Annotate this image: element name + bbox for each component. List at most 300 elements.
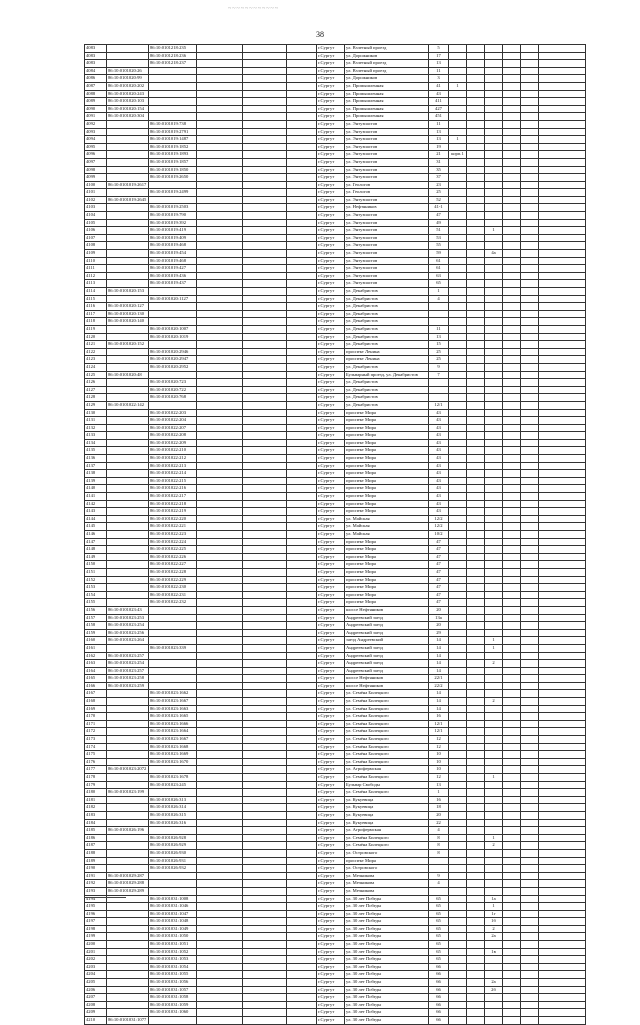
cell-empty [287,417,317,425]
cell-street: заезд Андреевский [345,637,429,645]
cell-street: ул. Декабристов [345,310,429,318]
cell-empty [521,470,539,478]
cell-n3 [485,827,503,835]
cell-empty [503,599,521,607]
cell-empty [539,333,586,341]
cell-n1: 12/2 [429,515,449,523]
cell-n1: 43 [429,500,449,508]
cell-empty [287,918,317,926]
register-table-container [84,44,585,1025]
cell-empty [287,303,317,311]
cell-n2 [449,470,467,478]
cell-empty [503,963,521,971]
cell-empty [197,189,243,197]
cell-n2 [449,310,467,318]
cell-city: г.Сургут [317,758,345,766]
cell-city: г.Сургут [317,136,345,144]
cell-cad [107,470,149,478]
cell-street: ул. Декабристов [345,303,429,311]
cell-id: 4110 [85,257,107,265]
cell-id: 4149 [85,553,107,561]
cell-id: 4138 [85,470,107,478]
cell-empty [539,75,586,83]
cell-id: 4129 [85,401,107,409]
cell-empty [467,637,485,645]
cell-empty [521,196,539,204]
cell-empty [539,872,586,880]
cell-cad [107,834,149,842]
cell-empty [287,455,317,463]
cell-street: ул. Энтузиастов [345,196,429,204]
table-row [85,455,586,463]
cell-street: проспект Мира [345,447,429,455]
cell-empty [467,136,485,144]
cell-id: 4197 [85,918,107,926]
cell-empty [467,485,485,493]
cell-n2 [449,219,467,227]
cell-n2 [449,181,467,189]
cell-cad [107,963,149,971]
cell-n1: 14 [429,652,449,660]
cell-empty [287,682,317,690]
cell-cad [107,394,149,402]
cell-cad: 86:10:0101031:1077 [107,1017,149,1025]
cell-cad2: 86:10:0101022:226 [149,553,197,561]
table-row [85,872,586,880]
cell-n3 [485,652,503,660]
cell-cad2 [149,1017,197,1025]
cell-cad [107,553,149,561]
cell-street: ул. Энтузиастов [345,227,429,235]
cell-n2 [449,318,467,326]
cell-id: 4093 [85,128,107,136]
table-row [85,219,586,227]
cell-n3 [485,736,503,744]
cell-n1: 1 [429,288,449,296]
cell-empty [287,288,317,296]
cell-street: Андреевский заезд [345,660,429,668]
cell-empty [503,796,521,804]
cell-city: г.Сургут [317,67,345,75]
table-row [85,477,586,485]
cell-empty [521,493,539,501]
cell-cad [107,45,149,53]
cell-empty [467,682,485,690]
cell-empty [287,477,317,485]
cell-street: ул. Энтузиастов [345,234,429,242]
cell-n1 [429,394,449,402]
cell-empty [197,743,243,751]
cell-empty [539,470,586,478]
cell-n3 [485,606,503,614]
cell-empty [467,242,485,250]
cell-n1: 47 [429,212,449,220]
cell-street: проспект Мира [345,546,429,554]
cell-empty [197,728,243,736]
cell-empty [539,52,586,60]
cell-empty [287,113,317,121]
cell-empty [521,227,539,235]
cell-n3 [485,508,503,516]
cell-empty [503,303,521,311]
table-row [85,523,586,531]
cell-empty [243,67,287,75]
register-table [84,44,586,1025]
cell-n1: 13 [429,781,449,789]
cell-n3 [485,561,503,569]
cell-empty [197,568,243,576]
cell-street: ул. Агрофермская [345,827,429,835]
cell-empty [197,948,243,956]
cell-n2 [449,295,467,303]
cell-city: г.Сургут [317,660,345,668]
cell-empty [197,310,243,318]
cell-city: г.Сургут [317,219,345,227]
cell-n3 [485,766,503,774]
cell-street: ул. Декабристов [345,394,429,402]
cell-cad: 86:10:0101023:2072 [107,766,149,774]
cell-id: 4142 [85,500,107,508]
cell-cad [107,546,149,554]
cell-empty [287,371,317,379]
cell-n2 [449,606,467,614]
cell-city: г.Сургут [317,531,345,539]
cell-cad: 86:10:0101020:48 [107,371,149,379]
cell-street: проспект Мира [345,500,429,508]
cell-empty [503,401,521,409]
cell-empty [197,576,243,584]
cell-id: 4115 [85,295,107,303]
cell-empty [287,82,317,90]
cell-empty [539,174,586,182]
cell-empty [467,409,485,417]
cell-empty [197,295,243,303]
cell-n3 [485,45,503,53]
cell-n1: 43 [429,432,449,440]
cell-street: проспект Мира [345,584,429,592]
cell-empty [539,136,586,144]
cell-n2 [449,227,467,235]
cell-city: г.Сургут [317,804,345,812]
cell-n2 [449,493,467,501]
cell-empty [197,774,243,782]
cell-empty [243,120,287,128]
cell-empty [467,531,485,539]
cell-cad [107,971,149,979]
table-row [85,409,586,417]
cell-empty [287,136,317,144]
cell-id: 4128 [85,394,107,402]
cell-city: г.Сургут [317,698,345,706]
cell-id: 4201 [85,948,107,956]
table-row [85,98,586,106]
cell-cad2: 86:10:0101031:1059 [149,1001,197,1009]
cell-n1: 47 [429,568,449,576]
cell-n3 [485,872,503,880]
cell-cad2: 86:10:0101019:468 [149,242,197,250]
cell-n3 [485,105,503,113]
cell-empty [503,546,521,554]
table-row [85,865,586,873]
cell-empty [243,371,287,379]
cell-city: г.Сургут [317,963,345,971]
cell-empty [287,986,317,994]
cell-cad2: 86:10:0101020:2947 [149,356,197,364]
cell-empty [539,682,586,690]
cell-n3 [485,181,503,189]
cell-empty [197,227,243,235]
cell-cad: 86:10:0101026:196 [107,827,149,835]
cell-empty [539,591,586,599]
cell-empty [467,288,485,296]
cell-empty [503,804,521,812]
cell-empty [467,622,485,630]
cell-street: ул. Мечникова [345,887,429,895]
cell-empty [467,257,485,265]
cell-empty [287,941,317,949]
cell-street: проспект Мира [345,599,429,607]
cell-street: шоссе Нефтяников [345,606,429,614]
cell-empty [197,318,243,326]
cell-empty [287,212,317,220]
cell-empty [539,105,586,113]
cell-empty [243,963,287,971]
cell-empty [539,796,586,804]
cell-n3: 2 [485,698,503,706]
cell-city: г.Сургут [317,363,345,371]
cell-empty [197,455,243,463]
cell-city: г.Сургут [317,849,345,857]
cell-cad [107,910,149,918]
cell-n1: 10 [429,766,449,774]
cell-empty [503,971,521,979]
cell-cad2: 86:10:0101022:221 [149,523,197,531]
cell-empty [539,128,586,136]
cell-empty [521,60,539,68]
cell-empty [521,941,539,949]
cell-cad2 [149,629,197,637]
cell-n1: 43 [429,485,449,493]
cell-cad2: 86:10:0101031:1051 [149,941,197,949]
cell-city: г.Сургут [317,318,345,326]
cell-cad2: 86:10:0101218:237 [149,60,197,68]
cell-empty [521,295,539,303]
cell-empty [539,318,586,326]
cell-n1: 43 [429,477,449,485]
cell-cad: 86:10:0101023:264 [107,637,149,645]
cell-empty [197,925,243,933]
cell-empty [243,143,287,151]
page-number: 38 [316,30,324,39]
cell-street: шоссе Нефтяников [345,682,429,690]
cell-empty [539,766,586,774]
cell-cad2: 86:10:0101023:1667 [149,736,197,744]
cell-street: Андреевский заезд [345,622,429,630]
cell-n3 [485,98,503,106]
cell-cad: 86:10:0101023:259 [107,682,149,690]
cell-empty [521,956,539,964]
cell-empty [197,417,243,425]
cell-n2 [449,204,467,212]
cell-cad2: 86:10:0101019:790 [149,212,197,220]
cell-empty [197,219,243,227]
cell-street: ул. Геологов [345,189,429,197]
cell-empty [521,1009,539,1017]
cell-empty [467,713,485,721]
cell-empty [539,1017,586,1025]
cell-street: ул. Семёна Билецкого [345,736,429,744]
cell-cad [107,227,149,235]
cell-id: 4208 [85,1001,107,1009]
cell-empty [503,432,521,440]
cell-empty [503,189,521,197]
cell-empty [521,272,539,280]
cell-empty [467,758,485,766]
cell-empty [287,310,317,318]
cell-city: г.Сургут [317,971,345,979]
cell-id: 4145 [85,523,107,531]
cell-cad2: 86:10:0101023:1662 [149,690,197,698]
cell-n2 [449,781,467,789]
cell-cad [107,386,149,394]
table-row [85,212,586,220]
cell-n3 [485,477,503,485]
table-row [85,751,586,759]
cell-n3 [485,523,503,531]
cell-cad [107,265,149,273]
cell-cad2: 86:10:0101031:1052 [149,948,197,956]
cell-empty [521,698,539,706]
cell-city: г.Сургут [317,98,345,106]
cell-n2 [449,637,467,645]
cell-cad2: 86:10:0101031:1054 [149,963,197,971]
cell-city: г.Сургут [317,341,345,349]
table-row [85,827,586,835]
cell-cad2: 86:10:0101022:230 [149,584,197,592]
cell-empty [197,447,243,455]
cell-empty [503,1009,521,1017]
cell-empty [539,462,586,470]
cell-empty [503,827,521,835]
cell-n1: 65 [429,903,449,911]
cell-empty [243,348,287,356]
cell-empty [503,591,521,599]
cell-city: г.Сургут [317,500,345,508]
cell-cad [107,644,149,652]
cell-street: ул. Энтузиастов [345,272,429,280]
cell-empty [243,644,287,652]
table-row [85,181,586,189]
cell-empty [287,424,317,432]
cell-cad: 86:10:0101023:254 [107,660,149,668]
cell-empty [467,667,485,675]
cell-empty [539,637,586,645]
table-row [85,280,586,288]
cell-n2 [449,956,467,964]
cell-cad2: 86:10:0101031:1048 [149,918,197,926]
cell-empty [539,918,586,926]
cell-cad2: 86:10:0101218:235 [149,45,197,53]
cell-id: 4126 [85,379,107,387]
cell-id: 4150 [85,561,107,569]
cell-empty [539,158,586,166]
cell-id: 4120 [85,333,107,341]
cell-n2 [449,288,467,296]
cell-empty [539,60,586,68]
cell-empty [197,865,243,873]
cell-empty [539,834,586,842]
cell-empty [539,925,586,933]
cell-id: 4179 [85,781,107,789]
cell-id: 4158 [85,622,107,630]
table-row [85,227,586,235]
cell-empty [503,341,521,349]
cell-street: ул. Декабристов [345,333,429,341]
cell-empty [521,834,539,842]
cell-n3 [485,568,503,576]
cell-empty [467,720,485,728]
cell-city: г.Сургут [317,174,345,182]
cell-city: г.Сургут [317,986,345,994]
cell-n3: 1а [485,895,503,903]
cell-empty [243,470,287,478]
cell-n2 [449,333,467,341]
table-row [85,918,586,926]
cell-empty [521,333,539,341]
cell-street: ул. Кукуевица [345,811,429,819]
cell-empty [503,986,521,994]
cell-empty [539,819,586,827]
table-row [85,903,586,911]
cell-id: 4090 [85,105,107,113]
cell-street: ул. Промышленная [345,105,429,113]
cell-empty [197,895,243,903]
table-row [85,819,586,827]
cell-empty [243,584,287,592]
cell-empty [287,348,317,356]
cell-id: 4118 [85,318,107,326]
cell-cad2: 86:10:0101020:2952 [149,363,197,371]
cell-city: г.Сургут [317,212,345,220]
table-row [85,986,586,994]
cell-cad [107,477,149,485]
cell-empty [467,963,485,971]
cell-cad2 [149,105,197,113]
cell-empty [467,811,485,819]
table-row [85,948,586,956]
cell-empty [243,903,287,911]
cell-cad: 86:10:0101023:256 [107,629,149,637]
cell-city: г.Сургут [317,348,345,356]
cell-empty [243,728,287,736]
cell-n3 [485,371,503,379]
cell-empty [539,90,586,98]
cell-street: ул. Промышленная [345,90,429,98]
cell-empty [467,865,485,873]
table-row [85,546,586,554]
cell-empty [243,766,287,774]
cell-cad [107,979,149,987]
cell-id: 4130 [85,409,107,417]
cell-cad [107,174,149,182]
cell-n1: 66 [429,1001,449,1009]
cell-id: 4182 [85,804,107,812]
cell-empty [197,508,243,516]
cell-cad [107,143,149,151]
cell-empty [503,67,521,75]
cell-cad [107,432,149,440]
cell-cad2: 86:10:0101022:224 [149,538,197,546]
